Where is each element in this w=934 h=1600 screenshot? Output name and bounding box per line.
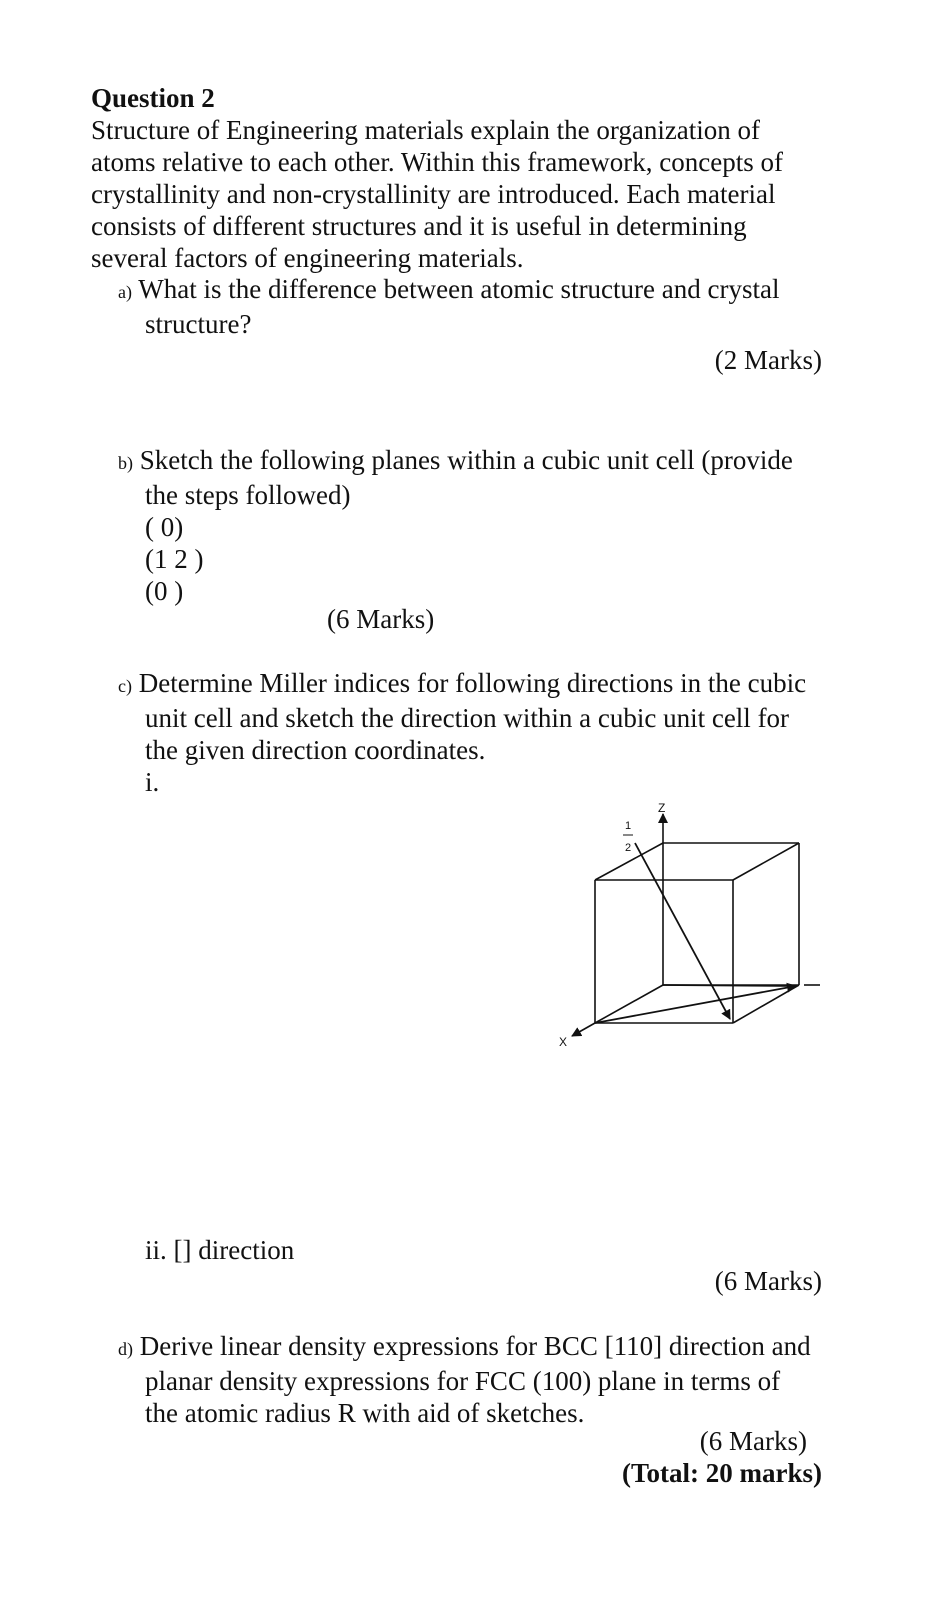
plane-2: (1 2 ) <box>145 544 204 574</box>
intro-line: consists of different structures and it is useful in determining <box>91 211 747 241</box>
part-c-marks: (6 Marks) <box>714 1266 822 1296</box>
fraction-denominator: 2 <box>625 842 632 854</box>
part-c-sub-ii: ii. [] direction <box>145 1235 295 1265</box>
part-b-marks: (6 Marks) <box>327 604 435 634</box>
part-c <box>118 667 838 798</box>
part-b <box>118 444 838 607</box>
part-b-text-line1: Sketch the following planes within a cubic unit cell (provide <box>139 445 793 475</box>
part-c-letter: c) <box>118 676 132 696</box>
direction-vector-base-2 <box>663 985 796 986</box>
cube-edges <box>595 843 799 1023</box>
z-axis-label: Z <box>658 801 666 815</box>
part-d-text-line3: the atomic radius R with aid of sketches. <box>145 1398 585 1428</box>
plane-1: ( 0) <box>145 512 184 542</box>
part-a-text-line1: What is the difference between atomic structure and crystal <box>138 274 780 304</box>
part-a-text-line2: structure? <box>145 309 252 339</box>
part-b-text-line2: the steps followed) <box>145 480 351 510</box>
part-b-letter: b) <box>118 453 133 473</box>
part-a <box>118 273 838 340</box>
plane-3: (0 ) <box>145 576 184 606</box>
x-axis-arrow <box>572 1023 595 1036</box>
total-marks: (Total: 20 marks) <box>622 1458 822 1488</box>
part-c-sub-i: i. <box>145 767 160 797</box>
intro-line: Structure of Engineering materials explain the organization of <box>91 115 761 145</box>
x-axis-label: X <box>559 1035 568 1049</box>
intro-line: atoms relative to each other. Within this framework, concepts of <box>91 147 783 177</box>
cubic-unit-cell-diagram <box>540 790 840 1060</box>
question-title: Question 2 <box>91 83 215 113</box>
intro-line: crystallinity and non-crystallinity are introduced. Each material <box>91 179 776 209</box>
part-d <box>118 1330 838 1429</box>
part-c-text-line2: unit cell and sketch the direction within a cubic unit cell for <box>145 703 790 733</box>
part-c-text-line1: Determine Miller indices for following directions in the cubic <box>138 668 807 698</box>
part-d-letter: d) <box>118 1339 133 1359</box>
part-d-text-line2: planar density expressions for FCC (100) plane in terms of <box>145 1366 781 1396</box>
question-intro <box>91 114 822 274</box>
cube-edge <box>733 843 799 880</box>
fraction-numerator: 1 <box>625 820 632 832</box>
part-d-marks: (6 Marks) <box>699 1426 807 1456</box>
part-d-text-line1: Derive linear density expressions for BCC [110] direction and <box>139 1331 811 1361</box>
part-c-text-line3: the given direction coordinates. <box>145 735 486 765</box>
intro-line: several factors of engineering materials. <box>91 243 524 273</box>
part-a-letter: a) <box>118 282 132 302</box>
part-a-marks: (2 Marks) <box>714 345 822 375</box>
